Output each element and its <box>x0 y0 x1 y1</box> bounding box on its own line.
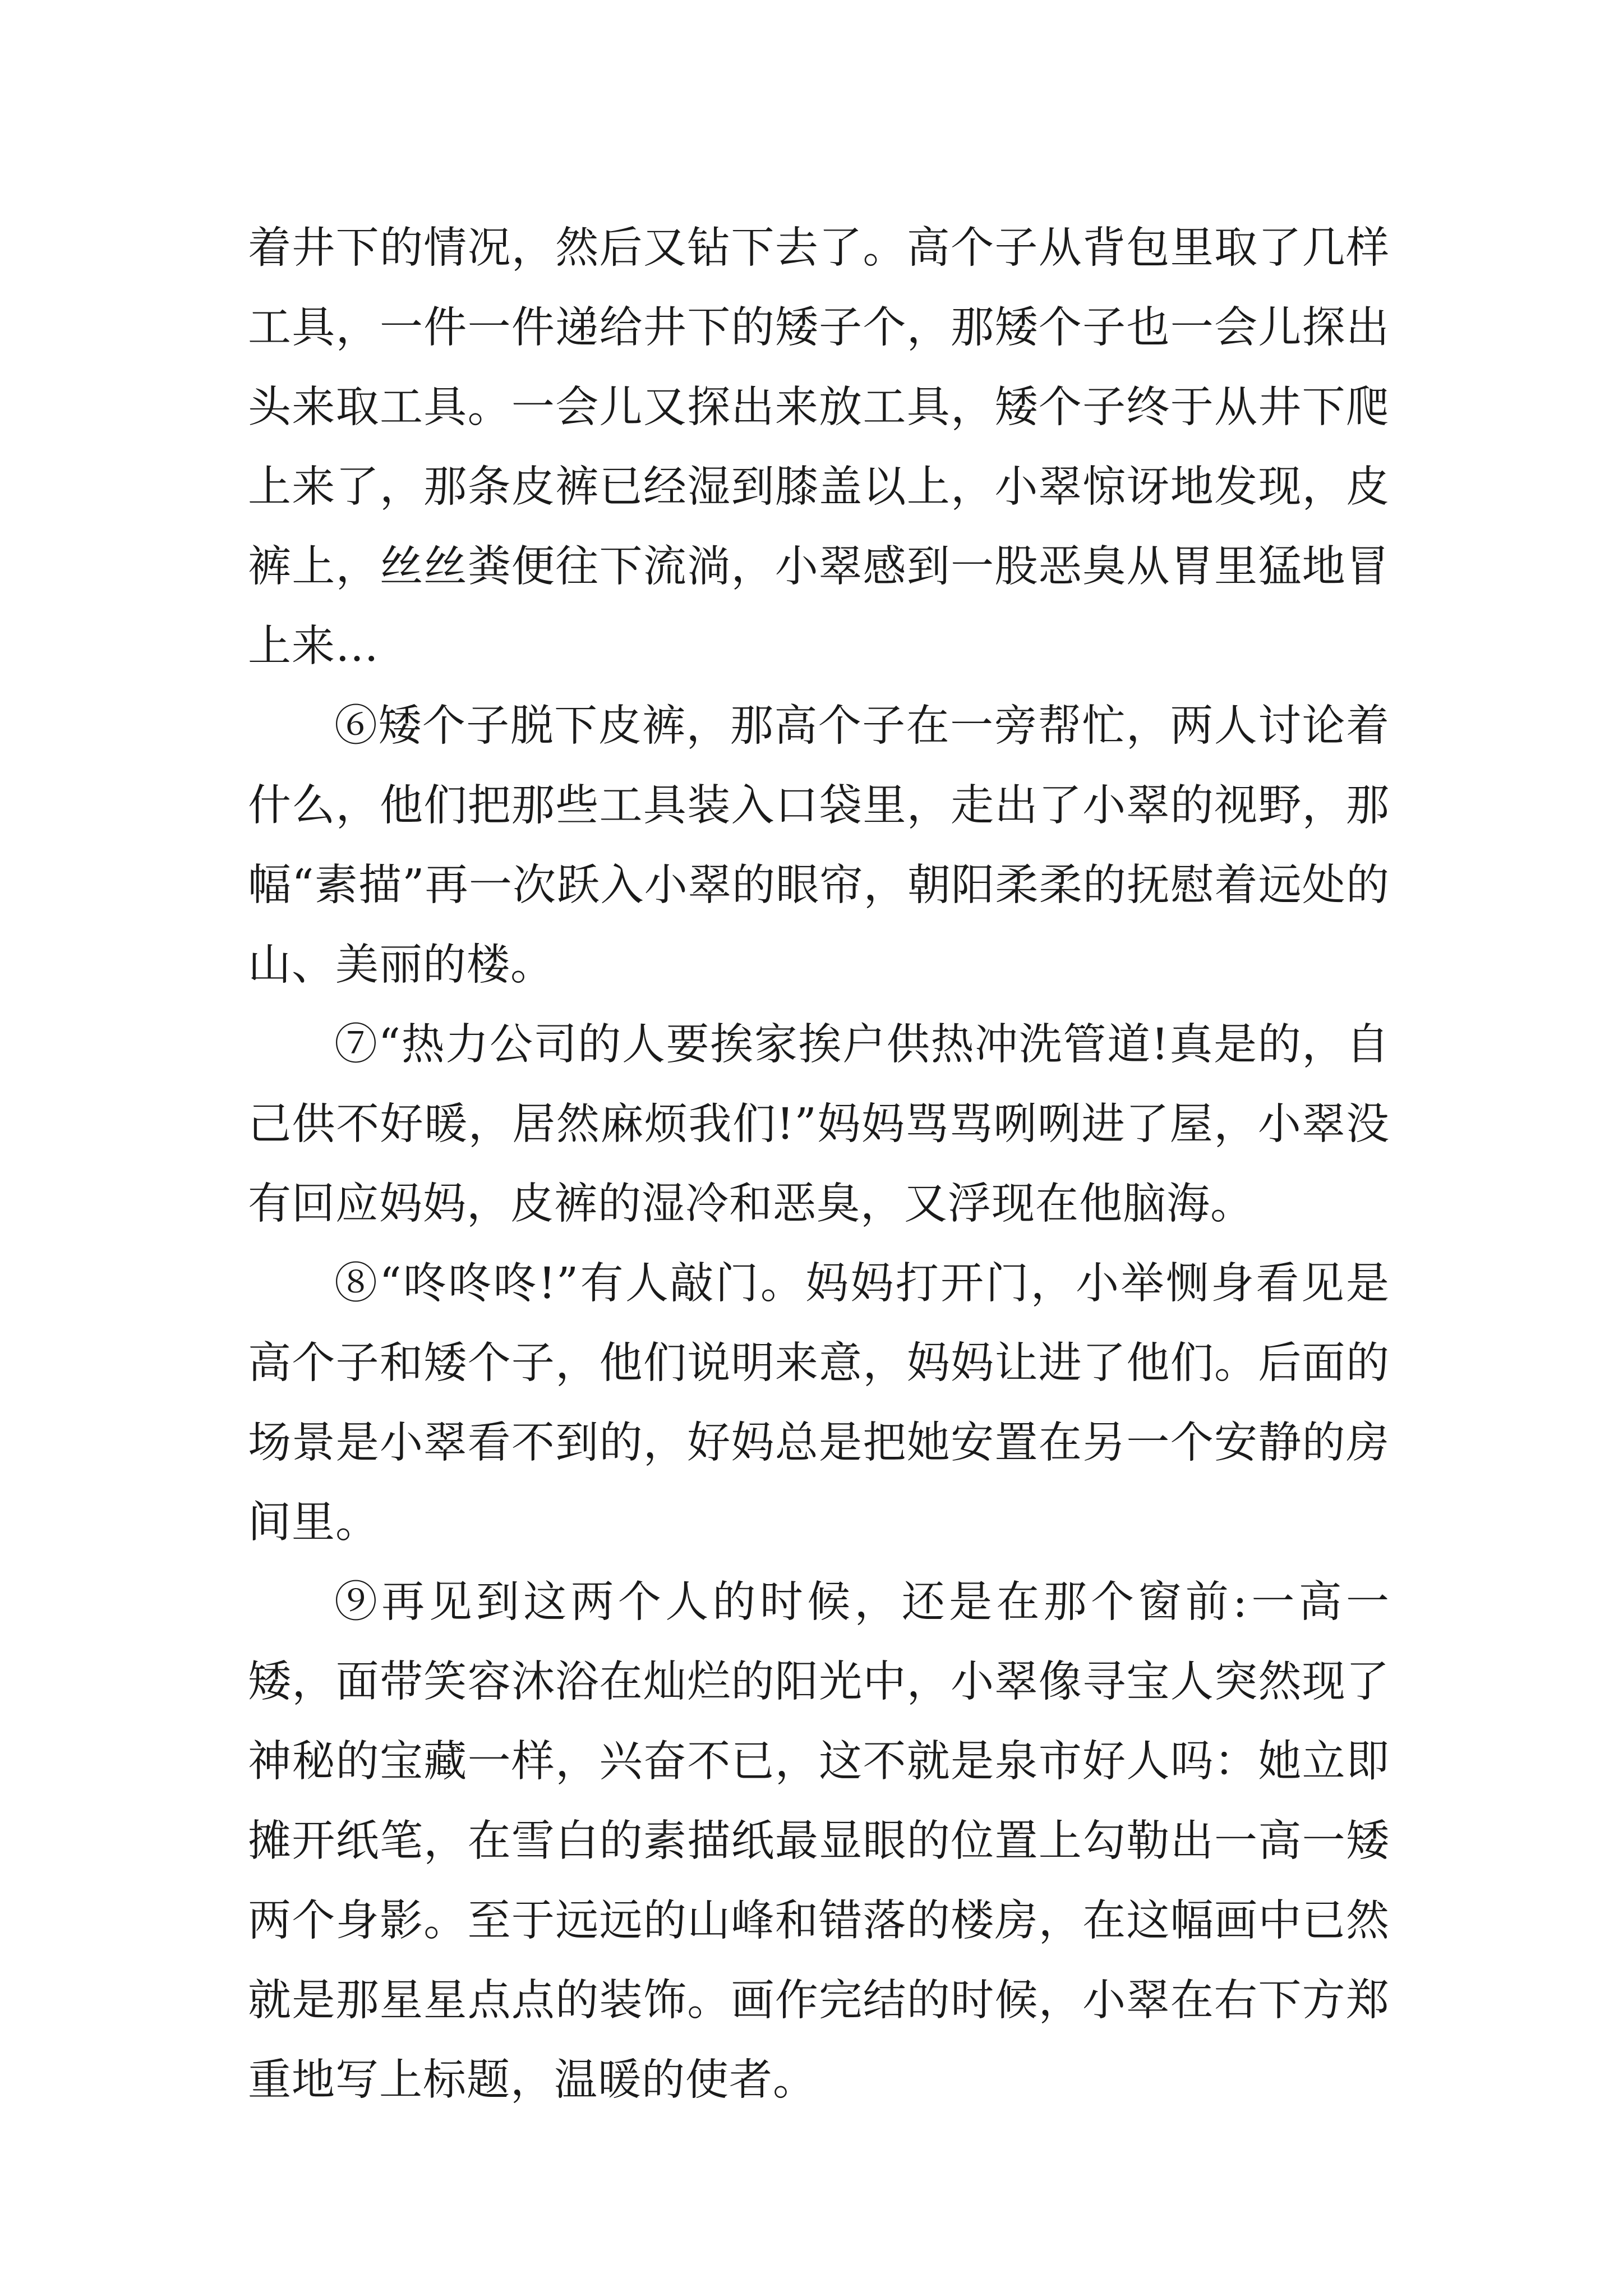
paragraph-7: ⑦“热力公司的人要挨家挨户供热冲洗管道!真是的，自己供不好暖，居然麻烦我们!”妈妈骂骂咧咧进了屋，小翠没有回应妈妈，皮裤的湿冷和恶臭，又浮现在他脑海。 <box>248 1020 1390 1229</box>
paragraph-6: ⑥矮个子脱下皮裤，那高个子在一旁帮忙，两人讨论着什么，他们把那些工具装入口袋里，走出了小翠的视野，那幅“素描”再一次跃入小翠的眼帘，朝阳柔柔的抚慰着远处的山、美丽的楼。 <box>248 701 1390 990</box>
paragraph-continued: 着井下的情况，然后又钻下去了。高个子从背包里取了几样工具，一件一件递给井下的矮子个，那矮个子也一会儿探出头来取工具。一会儿又探出来放工具，矮个子终于从井下爬上来了，那条皮裤已经湿到膝盖以上，小翠惊讶地发现，皮裤上，丝丝粪便往下流淌，小翠感到一股恶臭从胃里猛地冒上来… <box>248 223 1390 671</box>
paragraph-9: ⑨再见到这两个人的时候，还是在那个窗前:一高一矮，面带笑容沐浴在灿烂的阳光中，小翠像寻宝人突然现了神秘的宝藏一样，兴奋不已，这不就是泉市好人吗：她立即摊开纸笔，在雪白的素描纸最显眼的位置上勾勒出一高一矮两个身影。至于远远的山峰和错落的楼房，在这幅画中已然就是那星星点点的装饰。画作完结的时候，小翠在右下方郑重地写上标题，温暖的使者。 <box>248 1577 1390 2105</box>
paragraph-8: ⑧“咚咚咚!”有人敲门。妈妈打开门，小举恻身看见是高个子和矮个子，他们说明来意，妈妈让进了他们。后面的场景是小翠看不到的，好妈总是把她安置在另一个安静的房间里。 <box>248 1259 1390 1548</box>
story-text-block <box>248 209 1390 2120</box>
